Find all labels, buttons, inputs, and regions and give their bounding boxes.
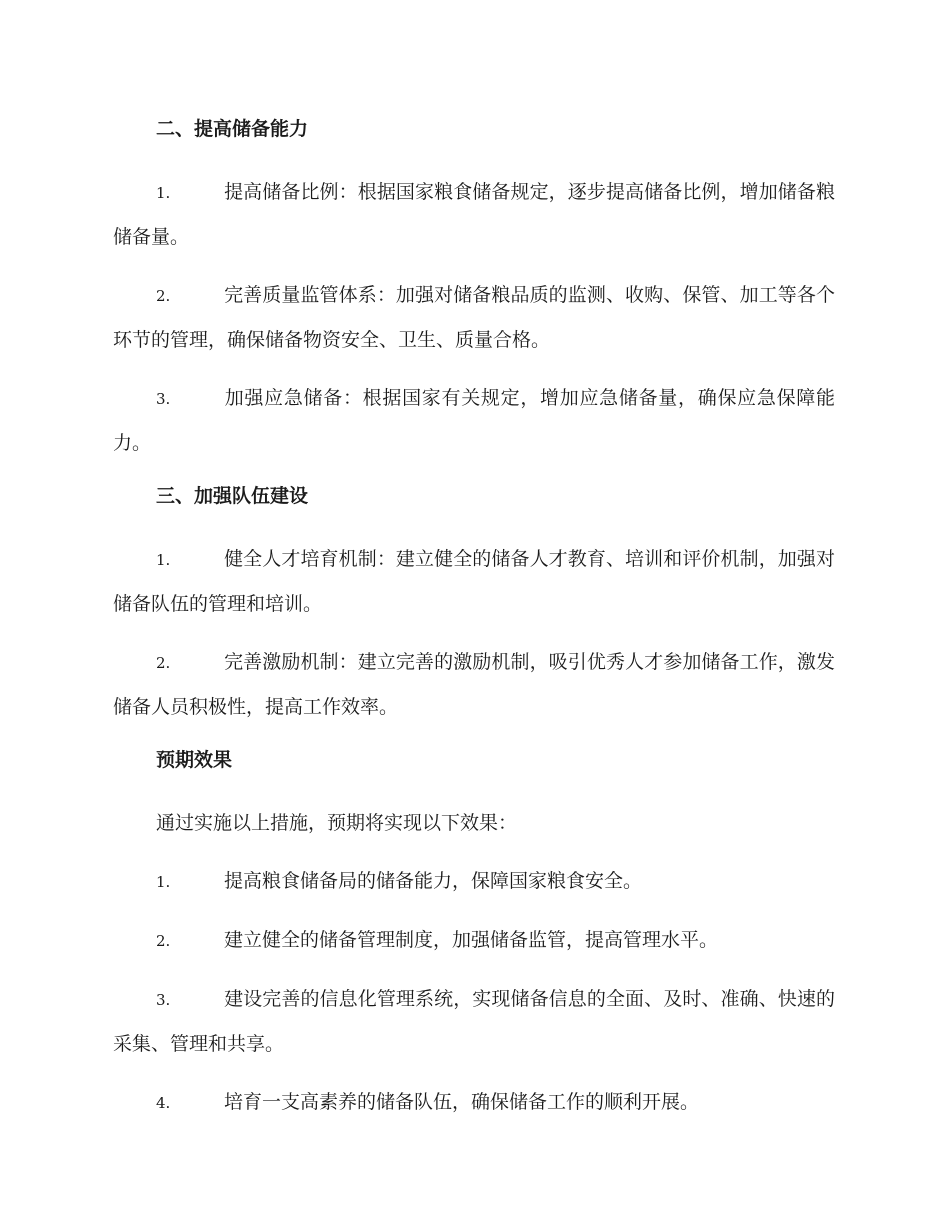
list-item bbox=[113, 640, 835, 729]
list-item-text: 加强应急储备：根据国家有关规定，增加应急储备量，确保应急保障能力。 bbox=[113, 387, 835, 454]
list-item-text: 健全人才培育机制：建立健全的储备人才教育、培训和评价机制，加强对储备队伍的管理和培训。 bbox=[113, 548, 835, 615]
list-item-number: 4. bbox=[156, 1094, 171, 1112]
section-heading-expected-results: 预期效果 bbox=[156, 749, 233, 771]
list-item bbox=[113, 376, 835, 465]
list-item-number: 1. bbox=[156, 873, 171, 891]
list-item-text: 提高粮食储备局的储备能力，保障国家粮食安全。 bbox=[224, 870, 643, 892]
list-item bbox=[113, 537, 835, 626]
document-body bbox=[113, 112, 835, 1139]
list-item-text: 提高储备比例：根据国家粮食储备规定，逐步提高储备比例，增加储备粮储备量。 bbox=[113, 181, 835, 248]
list-item bbox=[113, 918, 835, 963]
list-item-number: 3. bbox=[156, 991, 171, 1009]
list-item-number: 3. bbox=[156, 390, 171, 408]
list-item bbox=[113, 1080, 835, 1125]
list-item bbox=[113, 273, 835, 362]
list-item bbox=[113, 859, 835, 904]
list-item-text: 培育一支高素养的储备队伍，确保储备工作的顺利开展。 bbox=[224, 1091, 700, 1113]
section-heading-improve-reserve-capacity: 二、提高储备能力 bbox=[156, 118, 309, 140]
section-heading-team-building: 三、加强队伍建设 bbox=[156, 485, 309, 507]
list-item-text: 建立健全的储备管理制度，加强储备监管，提高管理水平。 bbox=[224, 929, 719, 951]
list-item bbox=[113, 977, 835, 1066]
list-item-text: 建设完善的信息化管理系统，实现储备信息的全面、及时、准确、快速的采集、管理和共享。 bbox=[113, 988, 835, 1055]
list-item-number: 1. bbox=[156, 551, 171, 569]
list-item-number: 1. bbox=[156, 184, 171, 202]
list-item-text: 完善激励机制：建立完善的激励机制，吸引优秀人才参加储备工作，激发储备人员积极性，提高工作效率。 bbox=[113, 651, 835, 718]
list-item-text: 完善质量监管体系：加强对储备粮品质的监测、收购、保管、加工等各个环节的管理，确保储备物资安全、卫生、质量合格。 bbox=[113, 284, 835, 351]
list-item-number: 2. bbox=[156, 932, 171, 950]
list-item-number: 2. bbox=[156, 654, 171, 672]
list-item-number: 2. bbox=[156, 287, 171, 305]
list-item bbox=[113, 170, 835, 259]
expected-results-intro: 通过实施以上措施，预期将实现以下效果： bbox=[156, 812, 518, 834]
